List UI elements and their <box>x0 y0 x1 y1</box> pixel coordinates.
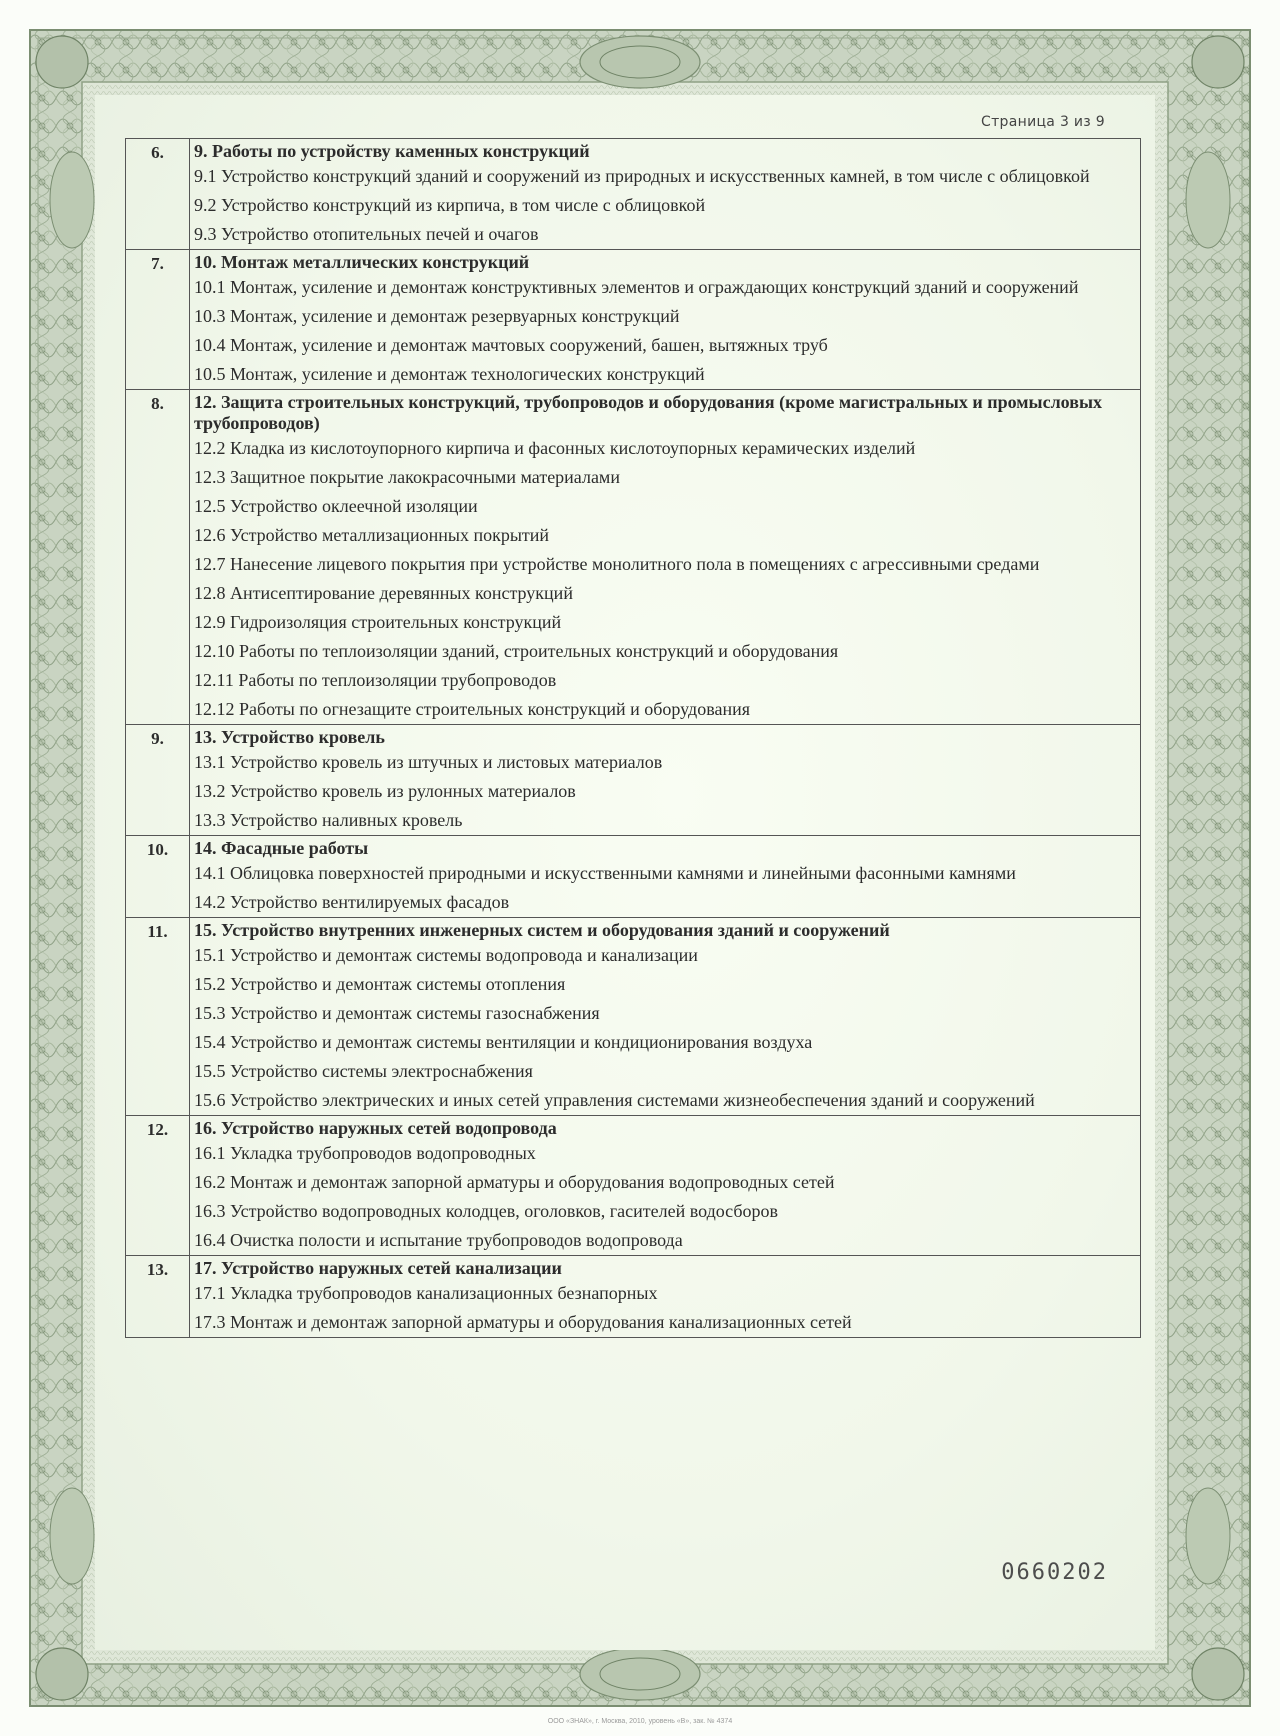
row-number: 8. <box>126 390 190 725</box>
serial-number: 0660202 <box>1001 1560 1108 1585</box>
table-row <box>126 390 1141 725</box>
work-item: 10.1 Монтаж, усиление и демонтаж конструктивных элементов и ограждающих конструкций зданий и сооружений <box>194 277 1079 297</box>
table-row <box>126 918 1141 1116</box>
works-table <box>125 138 1141 1338</box>
work-item: 9.2 Устройство конструкций из кирпича, в том числе с облицовкой <box>194 195 706 215</box>
section-title: 10. Монтаж металлических конструкций <box>194 252 530 272</box>
work-item: 13.1 Устройство кровель из штучных и листовых материалов <box>194 752 663 772</box>
section-title: 9. Работы по устройству каменных конструкций <box>194 141 590 161</box>
work-item: 14.1 Облицовка поверхностей природными и искусственными камнями и линейными фасонными камнями <box>194 863 1016 883</box>
work-item: 12.2 Кладка из кислотоупорного кирпича и фасонных кислотоупорных керамических изделий <box>194 438 916 458</box>
work-item: 10.4 Монтаж, усиление и демонтаж мачтовых сооружений, башен, вытяжных труб <box>194 335 828 355</box>
work-item: 13.2 Устройство кровель из рулонных материалов <box>194 781 576 801</box>
row-number: 7. <box>126 250 190 390</box>
work-item: 12.6 Устройство металлизационных покрытий <box>194 525 550 545</box>
row-content <box>190 250 1141 390</box>
work-item: 12.5 Устройство оклеечной изоляции <box>194 496 478 516</box>
row-number: 10. <box>126 836 190 918</box>
work-item: 16.3 Устройство водопроводных колодцев, оголовков, гасителей водосборов <box>194 1201 779 1221</box>
work-item: 12.3 Защитное покрытие лакокрасочными материалами <box>194 467 620 487</box>
row-content <box>190 918 1141 1116</box>
row-content <box>190 139 1141 250</box>
work-item: 10.3 Монтаж, усиление и демонтаж резервуарных конструкций <box>194 306 680 326</box>
table-row <box>126 836 1141 918</box>
row-number: 11. <box>126 918 190 1116</box>
row-content <box>190 390 1141 725</box>
table-row <box>126 139 1141 250</box>
section-title: 14. Фасадные работы <box>194 838 369 858</box>
row-content <box>190 725 1141 836</box>
work-item: 17.1 Укладка трубопроводов канализационных безнапорных <box>194 1283 658 1303</box>
section-title: 16. Устройство наружных сетей водопровода <box>194 1118 557 1138</box>
work-item: 15.5 Устройство системы электроснабжения <box>194 1061 533 1081</box>
work-item: 15.6 Устройство электрических и иных сетей управления системами жизнеобеспечения зданий и сооружений <box>194 1090 1035 1110</box>
work-item: 15.2 Устройство и демонтаж системы отопления <box>194 974 566 994</box>
work-item: 12.8 Антисептирование деревянных конструкций <box>194 583 573 603</box>
section-title: 15. Устройство внутренних инженерных систем и оборудования зданий и сооружений <box>194 920 890 940</box>
page-number: Страница 3 из 9 <box>981 114 1105 130</box>
work-item: 16.4 Очистка полости и испытание трубопроводов водопровода <box>194 1230 683 1250</box>
work-item: 12.10 Работы по теплоизоляции зданий, строительных конструкций и оборудования <box>194 641 839 661</box>
row-content <box>190 1116 1141 1256</box>
work-item: 16.2 Монтаж и демонтаж запорной арматуры и оборудования водопроводных сетей <box>194 1172 835 1192</box>
work-item: 15.3 Устройство и демонтаж системы газоснабжения <box>194 1003 600 1023</box>
row-content <box>190 1256 1141 1338</box>
work-item: 17.3 Монтаж и демонтаж запорной арматуры и оборудования канализационных сетей <box>194 1312 852 1332</box>
section-title: 17. Устройство наружных сетей канализации <box>194 1258 562 1278</box>
row-number: 6. <box>126 139 190 250</box>
work-item: 10.5 Монтаж, усиление и демонтаж технологических конструкций <box>194 364 705 384</box>
row-number: 12. <box>126 1116 190 1256</box>
table-row <box>126 1116 1141 1256</box>
work-item: 15.4 Устройство и демонтаж системы вентиляции и кондиционирования воздуха <box>194 1032 813 1052</box>
work-item: 13.3 Устройство наливных кровель <box>194 810 463 830</box>
work-item: 14.2 Устройство вентилируемых фасадов <box>194 892 510 912</box>
section-title: 12. Защита строительных конструкций, трубопроводов и оборудования (кроме магистральных и промысловых трубопроводов) <box>194 392 1102 433</box>
table-row <box>126 725 1141 836</box>
work-item: 9.3 Устройство отопительных печей и очагов <box>194 224 539 244</box>
row-number: 13. <box>126 1256 190 1338</box>
row-number: 9. <box>126 725 190 836</box>
work-item: 12.11 Работы по теплоизоляции трубопроводов <box>194 670 557 690</box>
work-item: 15.1 Устройство и демонтаж системы водопровода и канализации <box>194 945 698 965</box>
work-item: 12.9 Гидроизоляция строительных конструкций <box>194 612 562 632</box>
work-item: 12.12 Работы по огнезащите строительных конструкций и оборудования <box>194 699 750 719</box>
work-item: 9.1 Устройство конструкций зданий и сооружений из природных и искусственных камней, в том числе с облицовкой <box>194 166 1090 186</box>
section-title: 13. Устройство кровель <box>194 727 385 747</box>
table-row <box>126 1256 1141 1338</box>
work-item: 16.1 Укладка трубопроводов водопроводных <box>194 1143 536 1163</box>
printer-note: ООО «ЗНАК», г. Москва, 2010, уровень «В», зак. № 4374 <box>547 1718 733 1725</box>
row-content <box>190 836 1141 918</box>
works-table-body <box>126 139 1141 1338</box>
table-row <box>126 250 1141 390</box>
work-item: 12.7 Нанесение лицевого покрытия при устройстве монолитного пола в помещениях с агрессивными средами <box>194 554 1040 574</box>
